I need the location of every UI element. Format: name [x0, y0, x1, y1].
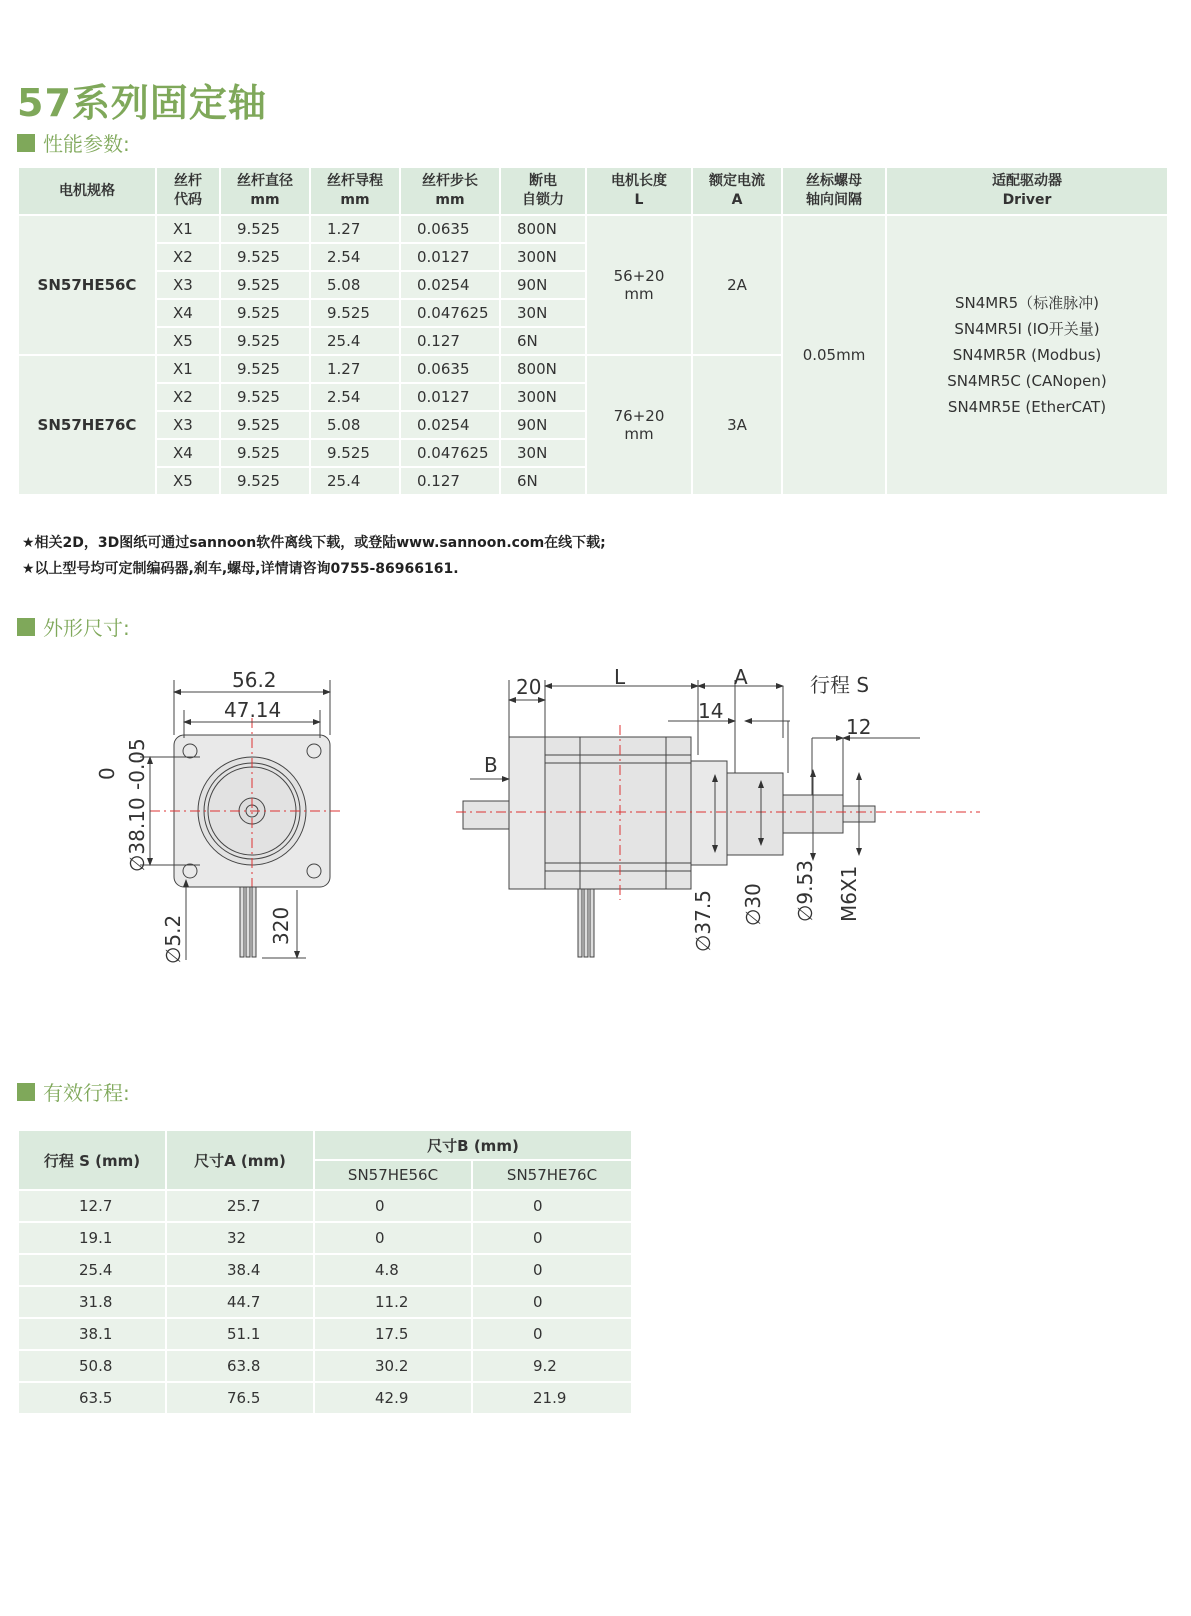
dim-shaft: 20 — [516, 675, 542, 699]
spec-cell: 0.0635 — [400, 355, 500, 383]
dimension-drawing — [0, 640, 1191, 1040]
spec-cell: 25.4 — [310, 327, 400, 355]
driver-item: SN4MR5C (CANopen) — [947, 372, 1107, 390]
stroke-cell: 0 — [472, 1222, 632, 1254]
spec-cell: 0.047625 — [400, 299, 500, 327]
stroke-cell: 0 — [472, 1318, 632, 1350]
spec-cell: 5.08 — [310, 411, 400, 439]
spec-cell: 30N — [500, 439, 586, 467]
driver-item: SN4MR5R (Modbus) — [952, 346, 1102, 364]
spec-cell: 0.0254 — [400, 271, 500, 299]
spec-row — [18, 215, 1168, 243]
header-stroke: 行程 S (mm) — [18, 1130, 166, 1190]
header-model-2: SN57HE76C — [472, 1160, 632, 1190]
stroke-cell: 0 — [314, 1222, 472, 1254]
spec-table — [17, 166, 1169, 496]
stroke-cell: 0 — [472, 1254, 632, 1286]
stroke-cell: 21.9 — [472, 1382, 632, 1414]
page-title: 57系列固定轴 — [17, 81, 267, 125]
spec-current: 2A — [692, 215, 782, 355]
spec-cell: 800N — [500, 215, 586, 243]
spec-cell: 2.54 — [310, 383, 400, 411]
section-square-icon — [17, 618, 35, 636]
dim-tol-minus: -0.05 — [125, 738, 149, 790]
spec-current: 3A — [692, 355, 782, 495]
dim-30: ∅30 — [741, 883, 765, 926]
spec-cell: 9.525 — [220, 271, 310, 299]
spec-cell: 0.0635 — [400, 215, 500, 243]
spec-cell: 9.525 — [220, 243, 310, 271]
stroke-cell: 76.5 — [166, 1382, 314, 1414]
section-stroke — [17, 1077, 130, 1106]
stroke-table — [17, 1129, 633, 1415]
spec-cell: 90N — [500, 271, 586, 299]
spec-cell: 9.525 — [220, 467, 310, 495]
stroke-cell: 4.8 — [314, 1254, 472, 1286]
spec-cell: 9.525 — [220, 383, 310, 411]
spec-cell: 9.525 — [220, 215, 310, 243]
stroke-row — [18, 1318, 632, 1350]
header-diameter: 丝杆直径 mm — [220, 167, 310, 215]
stroke-cell: 0 — [472, 1190, 632, 1222]
spec-cell: X3 — [156, 411, 220, 439]
spec-cell: 5.08 — [310, 271, 400, 299]
dim-width: 56.2 — [232, 668, 277, 692]
stroke-row — [18, 1190, 632, 1222]
spec-cell: X4 — [156, 299, 220, 327]
spec-cell: X1 — [156, 355, 220, 383]
dim-9-53: ∅9.53 — [793, 860, 817, 922]
spec-length: 76+20 mm — [586, 355, 692, 495]
header-step: 丝杆步长 mm — [400, 167, 500, 215]
section-dimensions-label: 外形尺寸: — [43, 616, 130, 640]
stroke-cell: 31.8 — [18, 1286, 166, 1318]
stroke-cell: 51.1 — [166, 1318, 314, 1350]
dim-tol-zero: 0 — [95, 767, 119, 780]
header-length: 电机长度 L — [586, 167, 692, 215]
stroke-cell: 0 — [314, 1190, 472, 1222]
dim-hole-spacing: 47.14 — [224, 698, 282, 722]
spec-length: 56+20 mm — [586, 215, 692, 355]
section-params — [17, 128, 130, 157]
stroke-cell: 9.2 — [472, 1350, 632, 1382]
spec-cell: 0.0254 — [400, 411, 500, 439]
stroke-cell: 17.5 — [314, 1318, 472, 1350]
header-current: 额定电流 A — [692, 167, 782, 215]
spec-cell: X1 — [156, 215, 220, 243]
stroke-cell: 42.9 — [314, 1382, 472, 1414]
stroke-row — [18, 1222, 632, 1254]
stroke-cell: 30.2 — [314, 1350, 472, 1382]
stroke-row — [18, 1254, 632, 1286]
dim-14: 14 — [698, 699, 724, 723]
spec-cell: 6N — [500, 467, 586, 495]
header-model: 电机规格 — [18, 167, 156, 215]
spec-cell: X5 — [156, 467, 220, 495]
section-square-icon — [17, 1083, 35, 1101]
dim-lead-length: 320 — [269, 906, 293, 945]
spec-cell: 9.525 — [310, 439, 400, 467]
header-lock: 断电 自锁力 — [500, 167, 586, 215]
stroke-header-row — [18, 1130, 632, 1160]
spec-cell: X2 — [156, 243, 220, 271]
spec-cell: 90N — [500, 411, 586, 439]
dim-37-5: ∅37.5 — [691, 890, 715, 952]
dim-hole: ∅5.2 — [161, 914, 185, 964]
spec-cell: X2 — [156, 383, 220, 411]
dim-boss: ∅38.10 — [125, 797, 149, 872]
spec-cell: 1.27 — [310, 355, 400, 383]
header-dim-b: 尺寸B (mm) — [314, 1130, 632, 1160]
stroke-row — [18, 1350, 632, 1382]
stroke-cell: 11.2 — [314, 1286, 472, 1318]
spec-cell: 9.525 — [310, 299, 400, 327]
spec-model: SN57HE76C — [18, 355, 156, 495]
spec-cell: 300N — [500, 243, 586, 271]
spec-cell: 1.27 — [310, 215, 400, 243]
stroke-cell: 25.4 — [18, 1254, 166, 1286]
stroke-cell: 32 — [166, 1222, 314, 1254]
spec-cell: 9.525 — [220, 327, 310, 355]
header-dim-a: 尺寸A (mm) — [166, 1130, 314, 1190]
note-line: ★相关2D，3D图纸可通过sannoon软件离线下载，或登陆www.sannoon.com在线下载; — [22, 535, 606, 551]
dim-thread: M6X1 — [837, 865, 861, 922]
spec-model: SN57HE56C — [18, 215, 156, 355]
spec-cell: 800N — [500, 355, 586, 383]
header-gap: 丝标螺母 轴向间隔 — [782, 167, 886, 215]
note-line: ★以上型号均可定制编码器,刹车,螺母,详情请咨询0755-86966161. — [22, 561, 459, 577]
stroke-cell: 38.4 — [166, 1254, 314, 1286]
spec-cell: 0.127 — [400, 467, 500, 495]
driver-item: SN4MR5E (EtherCAT) — [947, 398, 1107, 416]
stroke-cell: 44.7 — [166, 1286, 314, 1318]
stroke-cell: 0 — [472, 1286, 632, 1318]
spec-drivers — [886, 215, 1168, 495]
spec-cell: 2.54 — [310, 243, 400, 271]
spec-cell: 9.525 — [220, 439, 310, 467]
dim-a: A — [734, 665, 748, 689]
spec-cell: X5 — [156, 327, 220, 355]
dim-length: L — [614, 665, 626, 689]
spec-cell: 30N — [500, 299, 586, 327]
header-lead: 丝杆导程 mm — [310, 167, 400, 215]
spec-cell: 6N — [500, 327, 586, 355]
spec-cell: 0.047625 — [400, 439, 500, 467]
header-code: 丝杆 代码 — [156, 167, 220, 215]
spec-cell: 0.127 — [400, 327, 500, 355]
stroke-row — [18, 1382, 632, 1414]
header-driver: 适配驱动器 Driver — [886, 167, 1168, 215]
stroke-row — [18, 1286, 632, 1318]
driver-item: SN4MR5（标准脉冲) — [954, 294, 1100, 312]
stroke-cell: 12.7 — [18, 1190, 166, 1222]
dim-stroke: 行程 S — [810, 673, 870, 697]
dim-12: 12 — [846, 715, 872, 739]
spec-cell: X4 — [156, 439, 220, 467]
stroke-cell: 25.7 — [166, 1190, 314, 1222]
stroke-cell: 19.1 — [18, 1222, 166, 1254]
spec-header-row — [18, 167, 1168, 215]
driver-item: SN4MR5I (IO开关量) — [954, 320, 1100, 338]
spec-cell: 300N — [500, 383, 586, 411]
notes — [22, 530, 606, 582]
spec-cell: 25.4 — [310, 467, 400, 495]
stroke-cell: 63.8 — [166, 1350, 314, 1382]
section-params-label: 性能参数: — [43, 132, 130, 156]
section-stroke-label: 有效行程: — [43, 1081, 130, 1105]
spec-cell: 0.0127 — [400, 383, 500, 411]
stroke-cell: 38.1 — [18, 1318, 166, 1350]
dim-b: B — [484, 753, 498, 777]
section-square-icon — [17, 134, 35, 152]
spec-gap: 0.05mm — [782, 215, 886, 495]
spec-cell: 0.0127 — [400, 243, 500, 271]
spec-cell: X3 — [156, 271, 220, 299]
spec-cell: 9.525 — [220, 299, 310, 327]
stroke-cell: 50.8 — [18, 1350, 166, 1382]
header-model-1: SN57HE56C — [314, 1160, 472, 1190]
spec-cell: 9.525 — [220, 355, 310, 383]
stroke-cell: 63.5 — [18, 1382, 166, 1414]
spec-cell: 9.525 — [220, 411, 310, 439]
section-dimensions — [17, 612, 130, 641]
